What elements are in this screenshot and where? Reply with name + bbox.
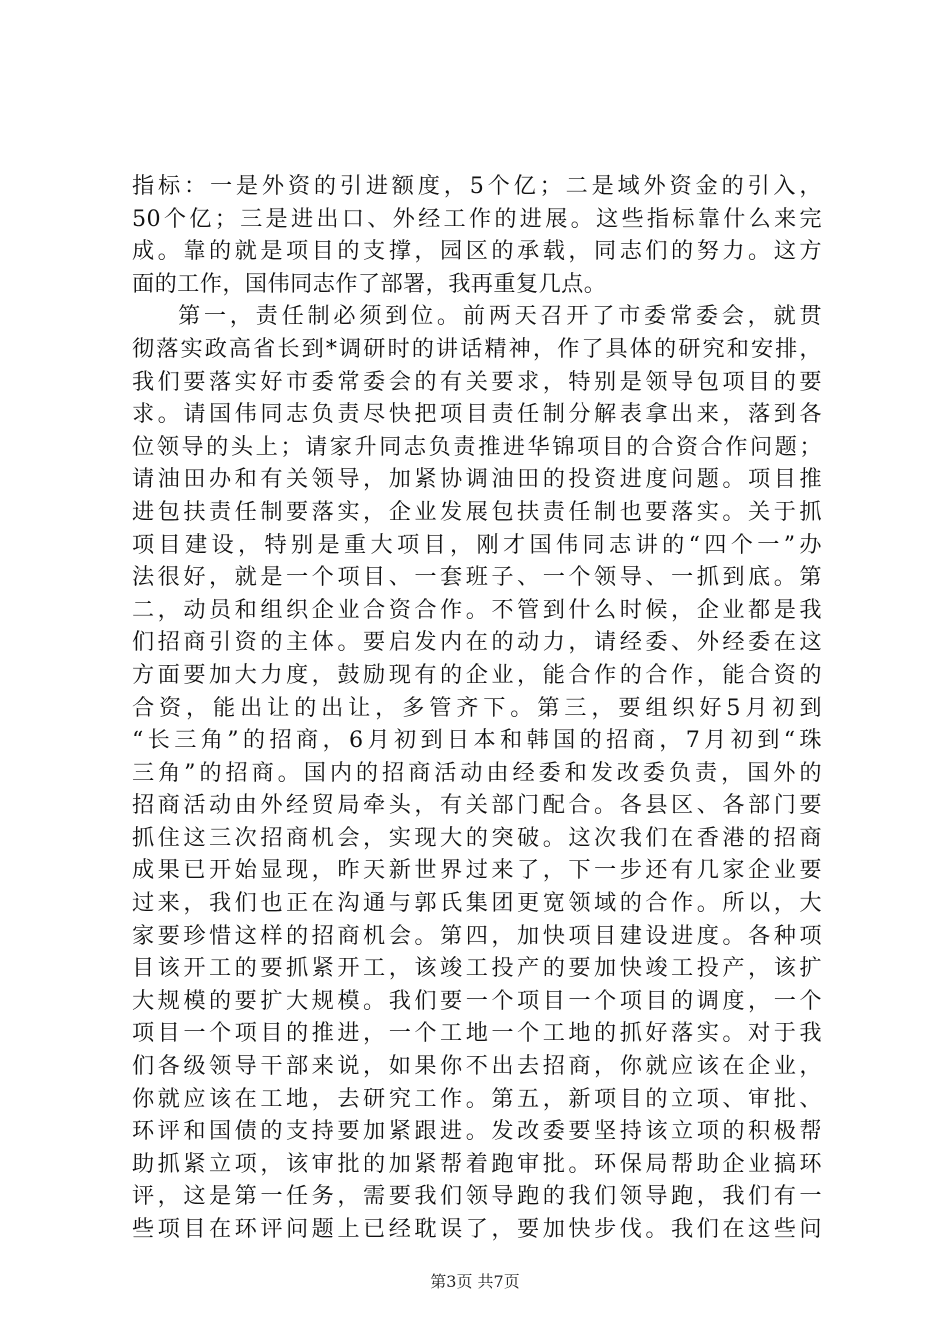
text-line: 请油田办和有关领导，加紧协调油田的投资进度问题。项目推 [132,466,822,493]
text-line: 合资，能出让的出让，多管齐下。第三，要组织好5月初到 [132,694,822,721]
text-line: 目该开工的要抓紧开工，该竣工投产的要加快竣工投产，该扩 [132,955,822,982]
text-line: 求。请国伟同志负责尽快把项目责任制分解表拿出来，落到各 [132,401,822,428]
text-line: 助抓紧立项，该审批的加紧帮着跑审批。环保局帮助企业搞环 [132,1150,822,1177]
text-line: 评，这是第一任务，需要我们领导跑的我们领导跑，我们有一 [132,1183,822,1210]
body-text [132,170,822,1246]
text-line: 指标：一是外资的引进额度，5个亿；二是域外资金的引入， [132,173,822,199]
text-line: 项目建设，特别是重大项目，刚才国伟同志讲的“四个一”办 [132,531,822,558]
text-line: 们各级领导干部来说，如果你不出去招商，你就应该在企业， [132,1053,822,1080]
text-line: 些项目在环评问题上已经耽误了，要加快步伐。我们在这些问 [132,1216,822,1242]
text-line: 们招商引资的主体。要启发内在的动力，请经委、外经委在这 [132,629,822,656]
text-line: 过来，我们也正在沟通与郭氏集团更宽领域的合作。所以，大 [132,890,822,917]
text-line: 方面要加大力度，鼓励现有的企业，能合作的合作，能合资的 [132,661,822,688]
text-line: 彻落实政高省长到*调研时的讲话精神，作了具体的研究和安排， [132,335,822,362]
text-line: “长三角”的招商，6月初到日本和韩国的招商，7月初到“珠 [132,727,822,754]
text-line: 进包扶责任制要落实，企业发展包扶责任制也要落实。关于抓 [132,498,822,525]
text-line: 抓住这三次招商机会，实现大的突破。这次我们在香港的招商 [132,824,822,851]
text-line: 大规模的要扩大规模。我们要一个项目一个项目的调度，一个 [132,987,822,1014]
text-line: 家要珍惜这样的招商机会。第四，加快项目建设进度。各种项 [132,922,822,949]
text-line: 50个亿；三是进出口、外经工作的进展。这些指标靠什么来完 [132,205,822,232]
text-line: 法很好，就是一个项目、一套班子、一个领导、一抓到底。第 [132,564,822,591]
text-line: 环评和国债的支持要加紧跟进。发改委要坚持该立项的积极帮 [132,1118,822,1145]
page-number-footer: 第3页 共7页 [430,1272,520,1291]
paragraph-first-line: 第一，责任制必须到位。前两天召开了市委常委会，就贯 [178,303,822,330]
text-line: 你就应该在工地，去研究工作。第五，新项目的立项、审批、 [132,1085,822,1112]
text-line: 我们要落实好市委常委会的有关要求，特别是领导包项目的要 [132,368,822,395]
text-line: 二，动员和组织企业合资合作。不管到什么时候，企业都是我 [132,596,822,623]
text-line: 面的工作，国伟同志作了部署，我再重复几点。 [132,270,607,297]
text-line: 项目一个项目的推进，一个工地一个工地的抓好落实。对于我 [132,1020,822,1047]
text-line: 成。靠的就是项目的支撑，园区的承载，同志们的努力。这方 [132,238,822,265]
text-line: 位领导的头上；请家升同志负责推进华锦项目的合资合作问题； [132,433,822,460]
text-line: 招商活动由外经贸局牵头，有关部门配合。各县区、各部门要 [132,792,822,819]
text-line: 成果已开始显现，昨天新世界过来了，下一步还有几家企业要 [132,857,822,884]
text-line: 三角”的招商。国内的招商活动由经委和发改委负责，国外的 [132,759,822,786]
